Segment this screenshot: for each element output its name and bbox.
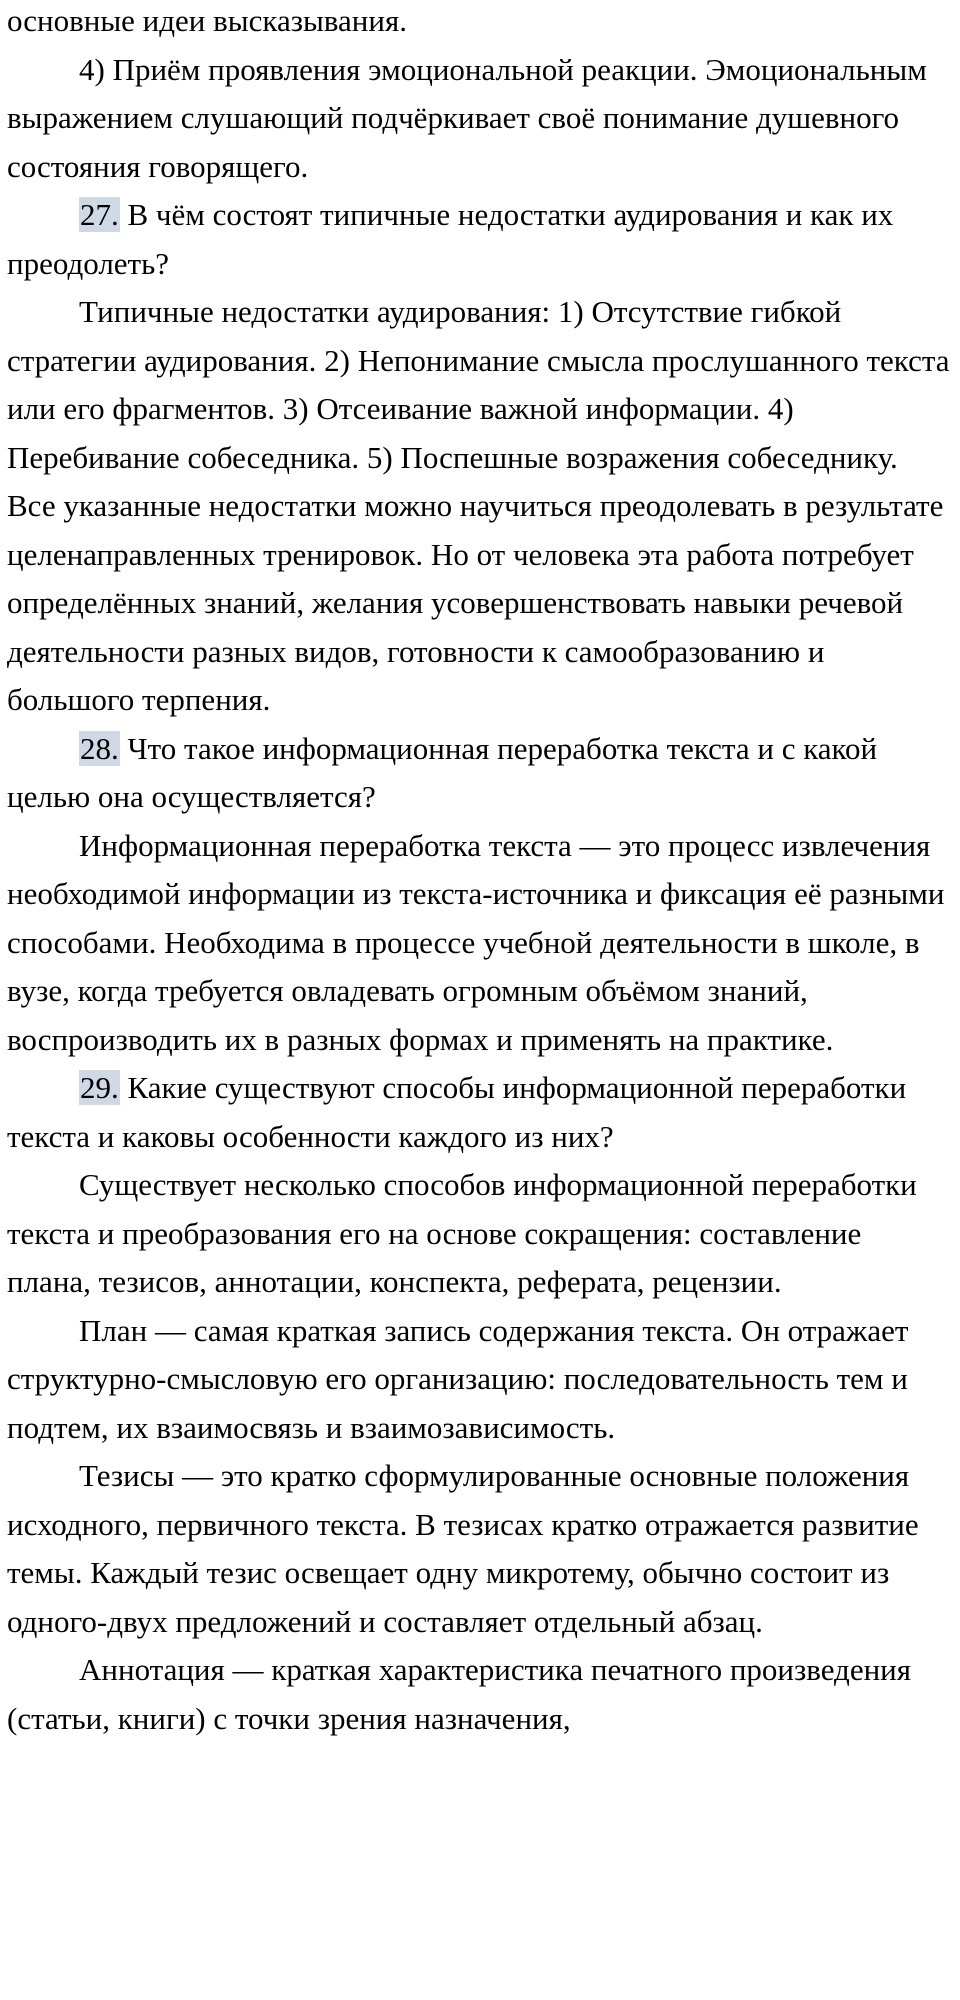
answer-paragraph: Существует несколько способов информационной переработки текста и преобразования его на основе сокращения: составление плана, тезисов, аннотации, конспекта, реферата, рецензии. (7, 1167, 917, 1299)
question-paragraph (7, 725, 952, 822)
answer-paragraph: Информационная переработка текста — это процесс извлечения необходимой информации из текста-источника и фиксация её разными способами. Необходима в процессе учебной деятельности в школе, в вузе, когда требуется овладевать огромным объёмом знаний, воспроизводить их в разных формах и применять на практике. (7, 827, 945, 1057)
answer-paragraph: Аннотация — краткая характеристика печатного произведения (статьи, книги) с точки зрения назначения, (7, 1652, 912, 1736)
question-paragraph (7, 191, 952, 288)
question-text: Какие существуют способы информационной переработки текста и каковы особенности каждого из них? (7, 1070, 907, 1154)
answer-paragraph: Типичные недостатки аудирования: 1) Отсутствие гибкой стратегии аудирования. 2) Непонимание смысла прослушанного текста или его фрагментов. 3) Отсеивание важной информации. 4) Перебивание собеседника. 5) Поспешные возражения собеседнику. Все указанные недостатки можно научиться преодолевать в результате целенаправленных тренировок. Но от человека эта работа потребует определённых знаний, желания усовершенствовать навыки речевой деятельности разных видов, готовности к самообразованию и большого терпения. (7, 294, 950, 717)
question-number: 28. (80, 730, 119, 766)
question-paragraph (7, 1064, 952, 1161)
question-text: В чём состоят типичные недостатки аудирования и как их преодолеть? (7, 197, 894, 281)
answer-paragraph: Тезисы — это кратко сформулированные основные положения исходного, первичного текста. В тезисах кратко отражается развитие темы. Каждый тезис освещает одну микротему, обычно состоит из одного-двух предложений и составляет отдельный абзац. (7, 1458, 919, 1639)
paragraph: 4) Приём проявления эмоциональной реакции. Эмоциональным выражением слушающий подчёркивает своё понимание душевного состояния говорящего. (7, 51, 927, 184)
question-text: Что такое информационная переработка текста и с какой целью она осуществляется? (7, 730, 878, 814)
question-number: 29. (80, 1070, 119, 1105)
answer-paragraph: План — самая краткая запись содержания текста. Он отражает структурно-смысловую его организацию: последовательность тем и подтем, их взаимосвязь и взаимозависимость. (7, 1312, 909, 1445)
paragraph: основные идеи высказывания. (7, 3, 407, 38)
question-number: 27. (80, 197, 119, 232)
document-page (7, 0, 952, 1743)
